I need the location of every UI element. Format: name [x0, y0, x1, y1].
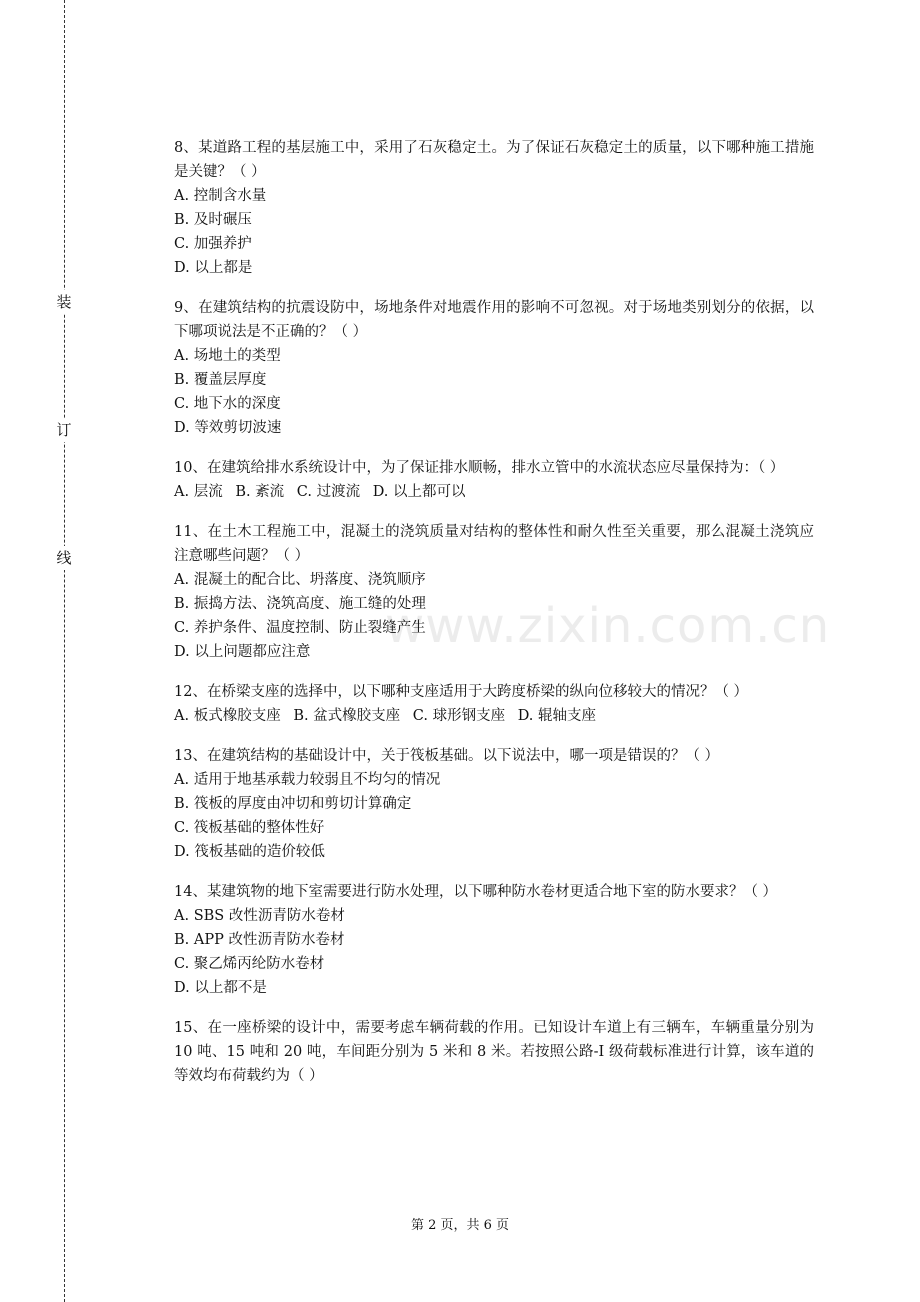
option-b: B. 筏板的厚度由冲切和剪切计算确定: [174, 796, 412, 812]
option-c: C. 养护条件、温度控制、防止裂缝产生: [174, 620, 426, 636]
option-d: D. 等效剪切波速: [174, 420, 282, 436]
option-a: A. 适用于地基承载力较弱且不均匀的情况: [174, 772, 441, 788]
option-d: D. 以上都不是: [174, 980, 267, 996]
option-c: C. 筏板基础的整体性好: [174, 820, 325, 836]
option-a: A. 控制含水量: [174, 188, 267, 204]
option-c: C. 地下水的深度: [174, 396, 281, 412]
option-b: B. 振捣方法、浇筑高度、施工缝的处理: [174, 596, 426, 612]
option-c: C. 聚乙烯丙纶防水卷材: [174, 956, 325, 972]
option-c: C. 加强养护: [174, 236, 252, 252]
watermark: www.zixin.com.cn: [385, 598, 831, 654]
option-b: B. 及时碾压: [174, 212, 252, 228]
option-a: A. 板式橡胶支座: [174, 708, 281, 724]
question-stem: 14、某建筑物的地下室需要进行防水处理，以下哪种防水卷材更适合地下室的防水要求？（ ）: [174, 884, 778, 900]
question-stem: 9、在建筑结构的抗震设防中，场地条件对地震作用的影响不可忽视。对于场地类别划分的依据，以下哪项说法是不正确的？（ ）: [174, 300, 814, 340]
option-b: B. APP 改性沥青防水卷材: [174, 932, 345, 948]
option-c: C. 过渡流: [296, 484, 361, 500]
option-b: B. 紊流: [235, 484, 285, 500]
binding-char-xian: 线: [54, 546, 74, 570]
question-list: [174, 136, 814, 1104]
question-11: [174, 520, 814, 664]
question-stem: 12、在桥梁支座的选择中，以下哪种支座适用于大跨度桥梁的纵向位移较大的情况？（ ）: [174, 684, 749, 700]
option-d: D. 筏板基础的造价较低: [174, 844, 325, 860]
option-row: [174, 480, 814, 504]
question-12: [174, 680, 814, 728]
option-a: A. SBS 改性沥青防水卷材: [174, 908, 345, 924]
question-stem: 8、某道路工程的基层施工中，采用了石灰稳定土。为了保证石灰稳定土的质量，以下哪种施工措施是关键？（ ）: [174, 140, 814, 180]
option-row: [174, 704, 814, 728]
question-stem: 11、在土木工程施工中，混凝土的浇筑质量对结构的整体性和耐久性至关重要，那么混凝土浇筑应注意哪些问题？（ ）: [174, 524, 814, 564]
question-13: [174, 744, 814, 864]
binding-dashed-line: [64, 0, 65, 1302]
option-d: D. 辊轴支座: [517, 708, 597, 724]
option-a: A. 层流: [174, 484, 223, 500]
question-9: [174, 296, 814, 440]
option-c: C. 球形钢支座: [412, 708, 506, 724]
option-d: D. 以上问题都应注意: [174, 644, 311, 660]
option-b: B. 盆式橡胶支座: [293, 708, 401, 724]
question-stem: 13、在建筑结构的基础设计中，关于筏板基础。以下说法中，哪一项是错误的？（ ）: [174, 748, 720, 764]
question-14: [174, 880, 814, 1000]
question-10: [174, 456, 814, 504]
option-a: A. 混凝土的配合比、坍落度、浇筑顺序: [174, 572, 426, 588]
option-d: D. 以上都是: [174, 260, 253, 276]
question-8: [174, 136, 814, 280]
question-15: [174, 1016, 814, 1088]
question-stem: 15、在一座桥梁的设计中，需要考虑车辆荷载的作用。已知设计车道上有三辆车，车辆重量分别为 10 吨、15 吨和 20 吨，车间距分别为 5 米和 8 米。若按照公路-I 级荷载标准进行计算，该车道的等效均布荷载约为（ ）: [174, 1020, 814, 1084]
page-footer: 第 2 页，共 6 页: [410, 1218, 510, 1233]
binding-char-zhuang: 装: [54, 290, 74, 314]
option-d: D. 以上都可以: [372, 484, 466, 500]
option-a: A. 场地土的类型: [174, 348, 281, 364]
question-stem: 10、在建筑给排水系统设计中，为了保证排水顺畅，排水立管中的水流状态应尽量保持为：（ ）: [174, 460, 785, 476]
binding-char-ding: 订: [54, 418, 74, 442]
option-b: B. 覆盖层厚度: [174, 372, 267, 388]
